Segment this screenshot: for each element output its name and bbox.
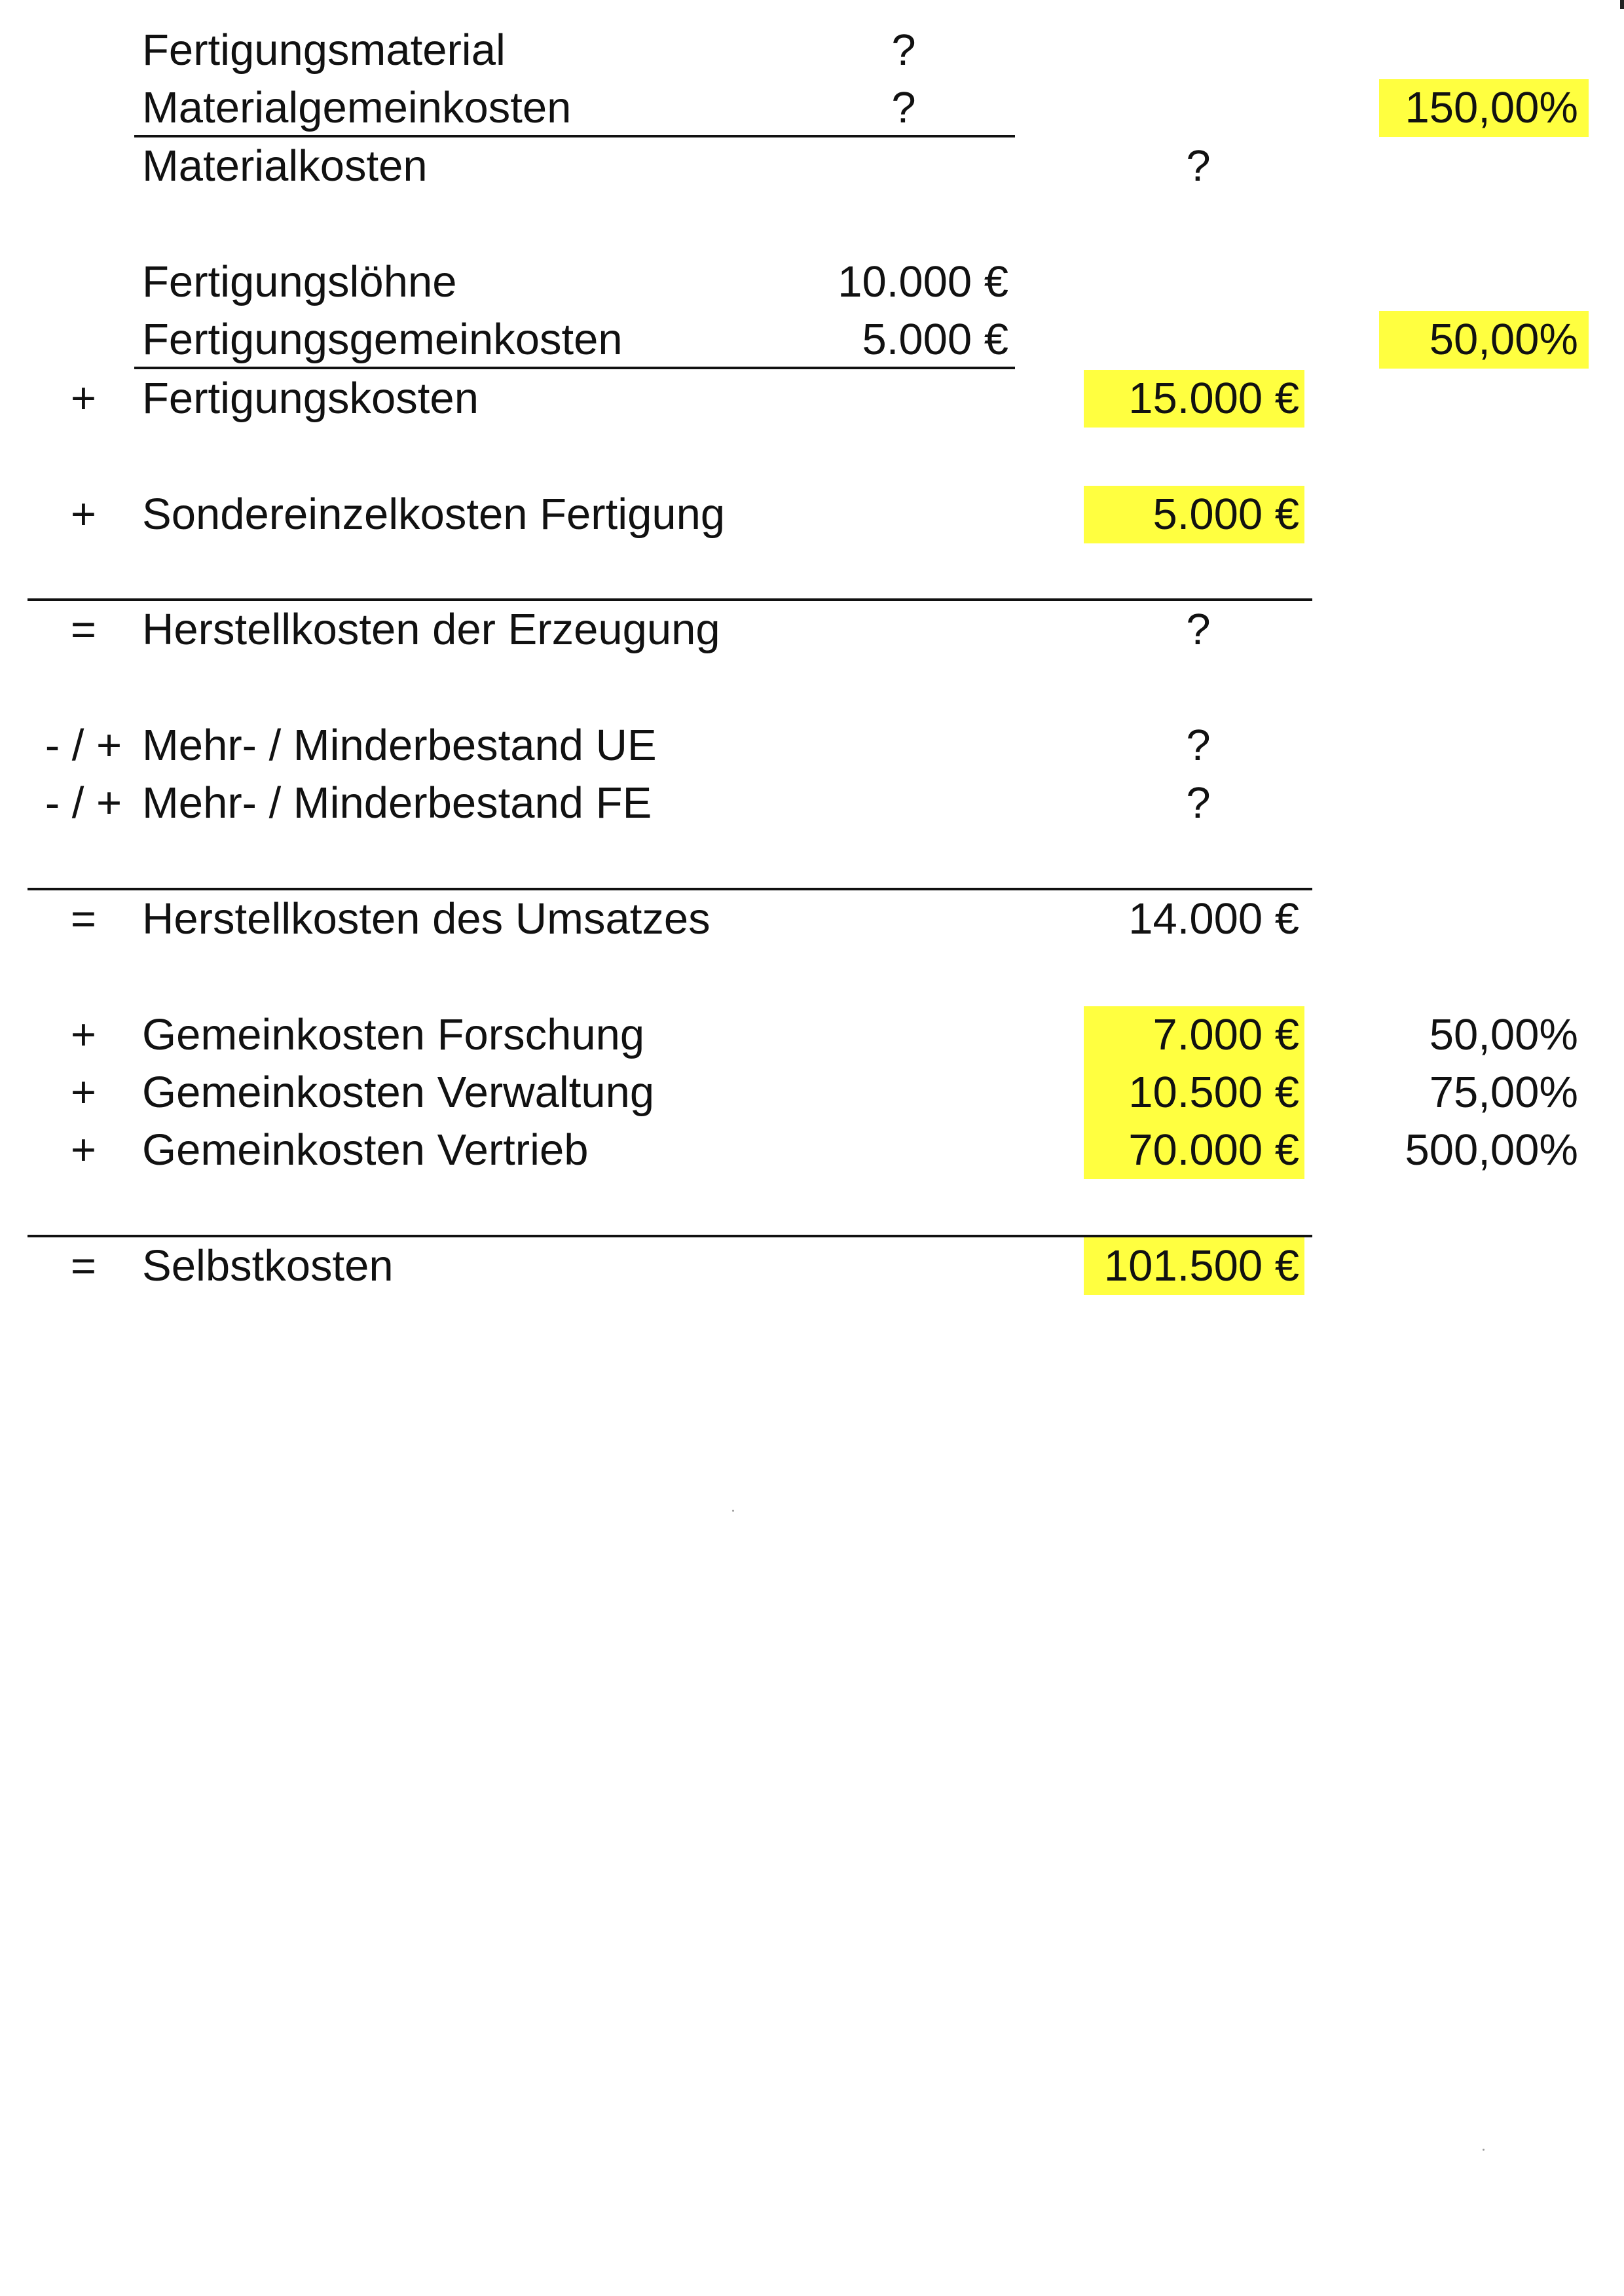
scan-speck xyxy=(1483,2149,1485,2151)
operator-sondereinzelkosten: + xyxy=(70,490,97,539)
row-herstellkosten-umsatz xyxy=(0,890,1624,948)
label-gk-forschung: Gemeinkosten Forschung xyxy=(142,1010,645,1059)
row-selbstkosten xyxy=(0,1237,1624,1295)
label-selbstkosten: Selbstkosten xyxy=(142,1241,394,1290)
value-fertigungsloehne: 10.000 € xyxy=(838,257,1008,306)
scan-speck xyxy=(732,1510,734,1512)
value-bestand-ue: ? xyxy=(1186,721,1211,770)
operator-bestand-ue: - / + xyxy=(45,721,122,770)
row-gk-verwaltung xyxy=(0,1064,1624,1121)
operator-herstellkosten-erzeugung: = xyxy=(70,605,97,654)
label-sondereinzelkosten: Sondereinzelkosten Fertigung xyxy=(142,490,726,539)
value-fertigungskosten: 15.000 € xyxy=(1084,370,1304,428)
row-materialkosten xyxy=(0,137,1624,195)
row-fertigungskosten xyxy=(0,370,1624,428)
label-herstellkosten-umsatz: Herstellkosten des Umsatzes xyxy=(142,894,710,943)
label-fertigungskosten: Fertigungskosten xyxy=(142,374,479,423)
label-fertigungsmaterial: Fertigungsmaterial xyxy=(142,26,506,75)
value-materialkosten: ? xyxy=(1186,141,1211,191)
operator-gk-forschung: + xyxy=(70,1010,97,1059)
value-gk-forschung: 7.000 € xyxy=(1084,1006,1304,1064)
row-materialgemeinkosten xyxy=(0,79,1624,137)
label-gk-vertrieb: Gemeinkosten Vertrieb xyxy=(142,1125,589,1175)
row-bestand-ue xyxy=(0,717,1624,774)
value-materialgemeinkosten: ? xyxy=(891,83,916,132)
label-gk-verwaltung: Gemeinkosten Verwaltung xyxy=(142,1068,655,1117)
row-gk-vertrieb xyxy=(0,1121,1624,1179)
row-fertigungsgemeinkosten xyxy=(0,311,1624,369)
rate-gk-verwaltung: 75,00% xyxy=(1429,1068,1578,1117)
label-bestand-fe: Mehr- / Minderbestand FE xyxy=(142,778,652,828)
value-gk-vertrieb: 70.000 € xyxy=(1084,1121,1304,1179)
value-herstellkosten-umsatz: 14.000 € xyxy=(1128,894,1299,943)
subtotal-rule-fertigung xyxy=(134,367,1015,369)
value-fertigungsgemeinkosten: 5.000 € xyxy=(862,315,1008,364)
row-fertigungsmaterial xyxy=(0,22,1624,79)
row-fertigungsloehne xyxy=(0,253,1624,311)
value-herstellkosten-erzeugung: ? xyxy=(1186,605,1211,654)
rate-gk-forschung: 50,00% xyxy=(1429,1010,1578,1059)
label-fertigungsgemeinkosten: Fertigungsgemeinkosten xyxy=(142,315,623,364)
operator-gk-vertrieb: + xyxy=(70,1125,97,1175)
value-fertigungsmaterial: ? xyxy=(891,26,916,75)
operator-selbstkosten: = xyxy=(70,1241,97,1290)
rate-fertigungsgemeinkosten: 50,00% xyxy=(1379,311,1589,369)
operator-gk-verwaltung: + xyxy=(70,1068,97,1117)
label-fertigungsloehne: Fertigungslöhne xyxy=(142,257,457,306)
value-selbstkosten: 101.500 € xyxy=(1084,1237,1304,1295)
row-herstellkosten-erzeugung xyxy=(0,601,1624,659)
operator-bestand-fe: - / + xyxy=(45,778,122,828)
operator-fertigungskosten: + xyxy=(70,374,97,423)
label-herstellkosten-erzeugung: Herstellkosten der Erzeugung xyxy=(142,605,720,654)
operator-herstellkosten-umsatz: = xyxy=(70,894,97,943)
row-bestand-fe xyxy=(0,774,1624,832)
label-materialgemeinkosten: Materialgemeinkosten xyxy=(142,83,572,132)
value-bestand-fe: ? xyxy=(1186,778,1211,828)
rate-gk-vertrieb: 500,00% xyxy=(1405,1125,1578,1175)
row-gk-forschung xyxy=(0,1006,1624,1064)
row-sondereinzelkosten xyxy=(0,486,1624,543)
label-bestand-ue: Mehr- / Minderbestand UE xyxy=(142,721,657,770)
rate-materialgemeinkosten: 150,00% xyxy=(1379,79,1589,137)
value-gk-verwaltung: 10.500 € xyxy=(1084,1064,1304,1121)
value-sondereinzelkosten: 5.000 € xyxy=(1084,486,1304,543)
scan-edge-mark xyxy=(1620,0,1624,9)
label-materialkosten: Materialkosten xyxy=(142,141,428,191)
